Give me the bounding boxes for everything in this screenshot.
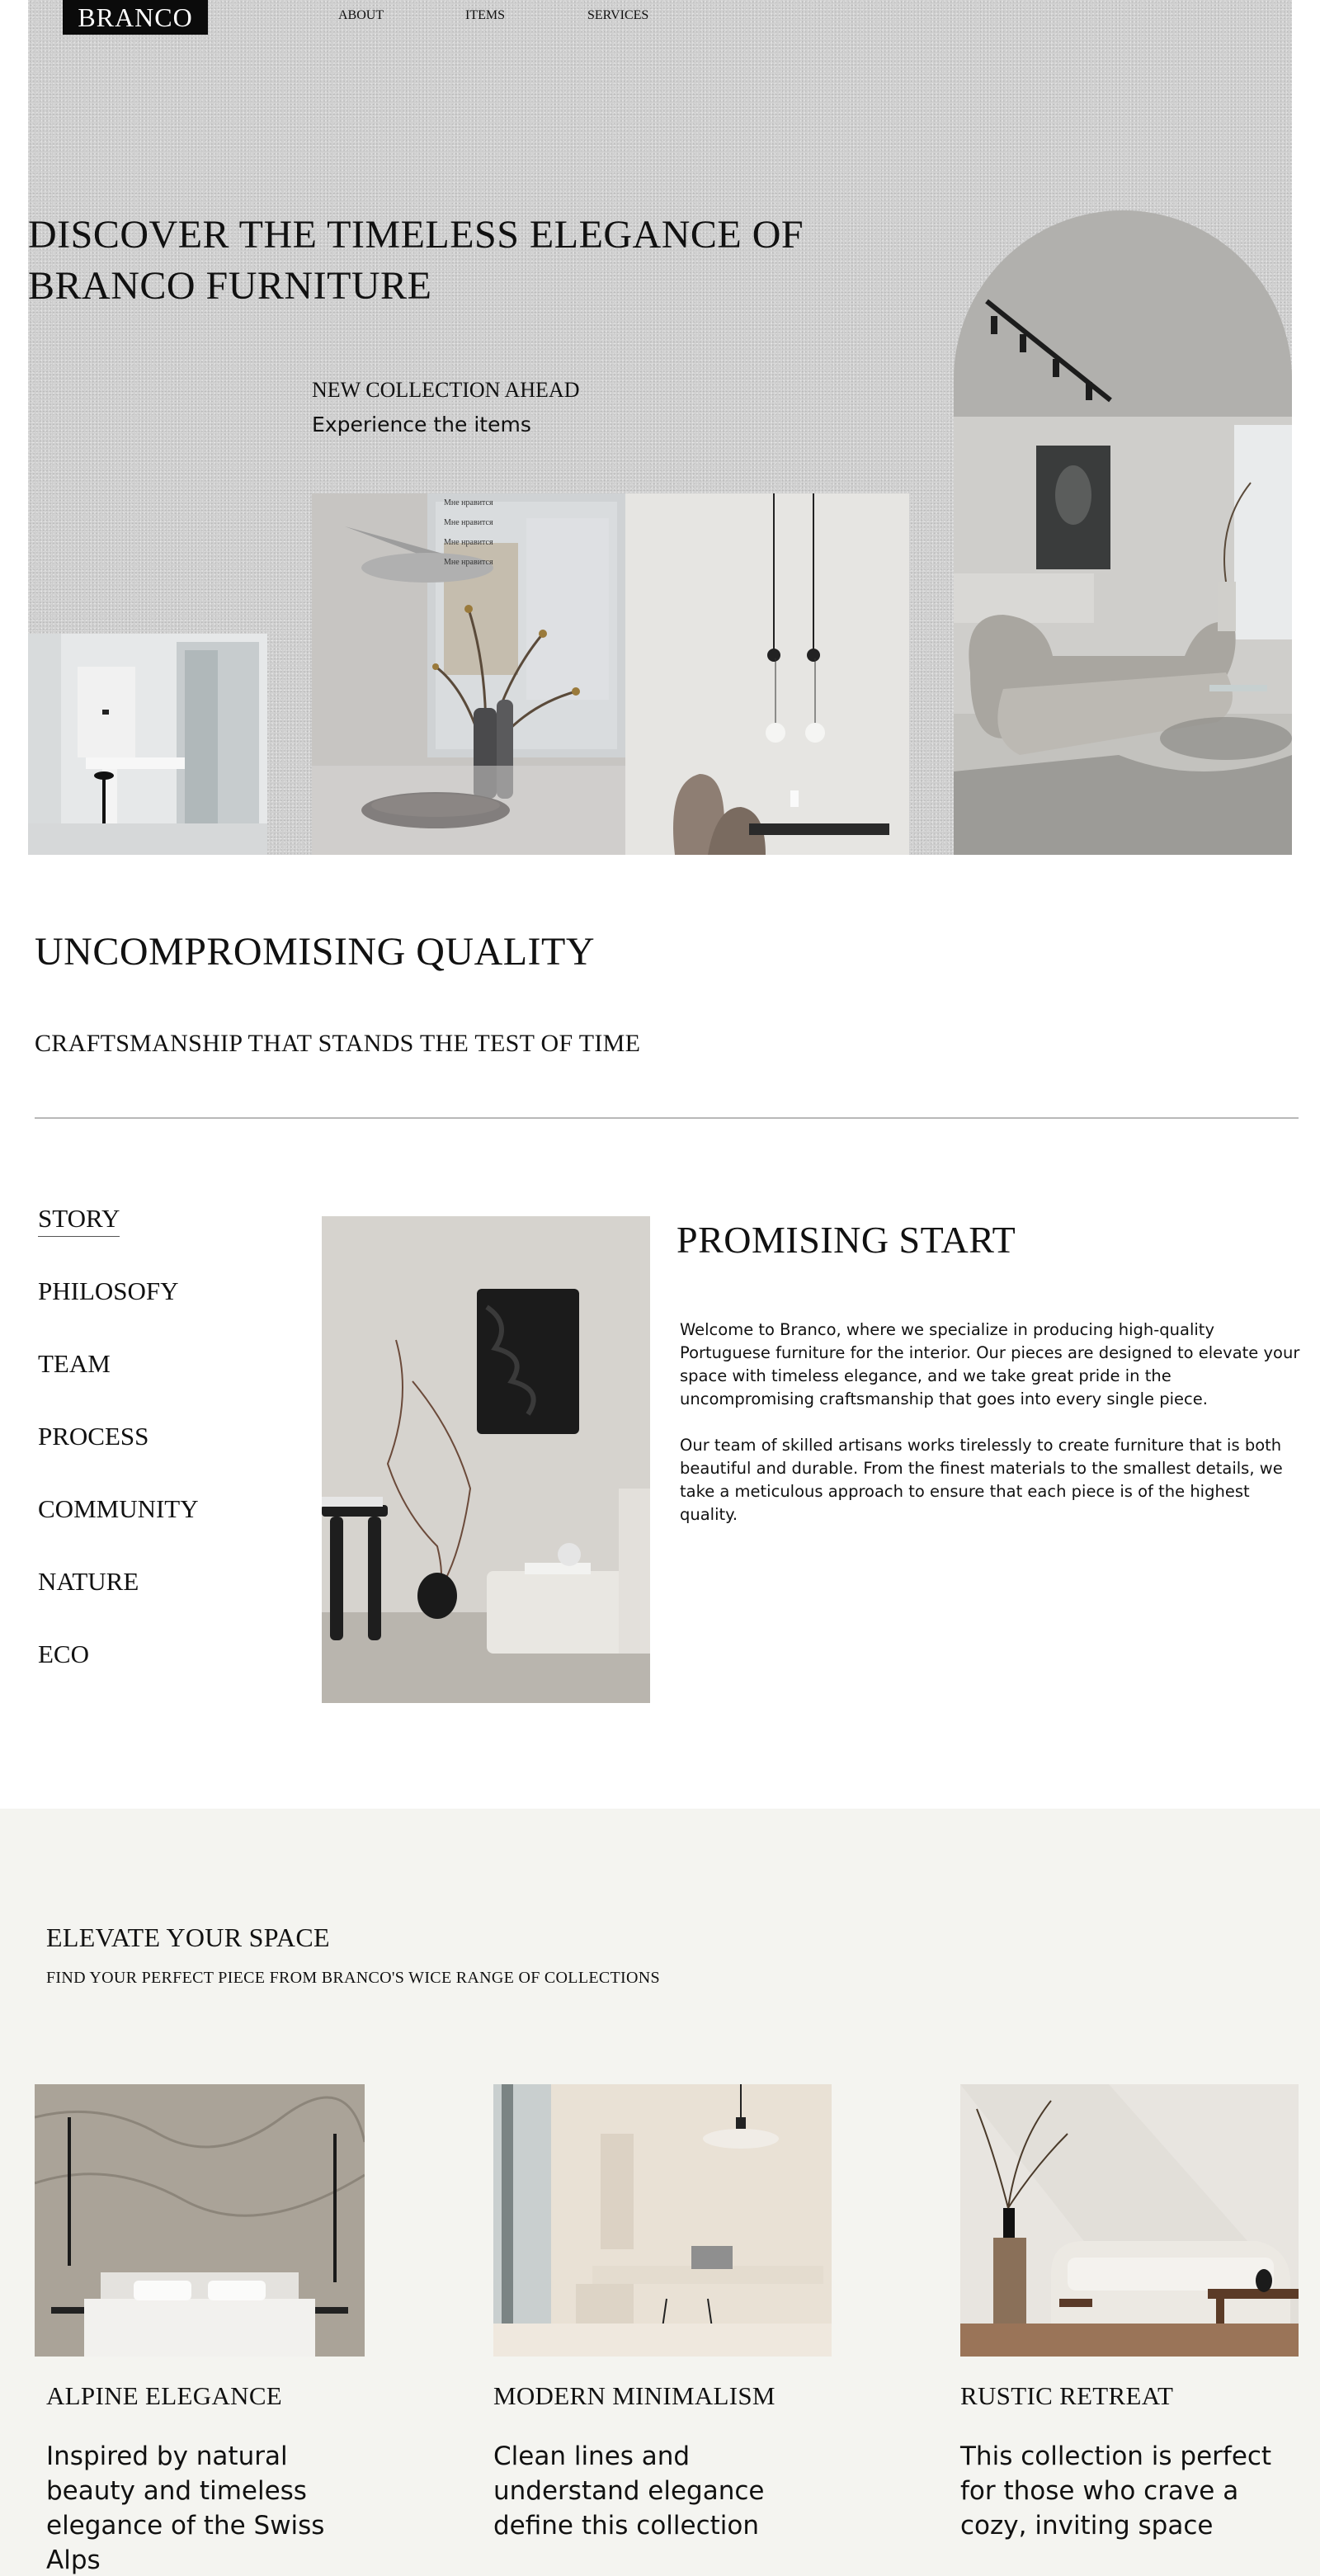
card-description-rustic: This collection is perfect for those who crave a cozy, inviting space <box>960 2442 1272 2541</box>
story-image <box>322 1216 650 1703</box>
menu-item-nature[interactable]: NATURE <box>38 1567 139 1596</box>
quality-title: UNCOMPROMISING QUALITY <box>35 930 596 974</box>
nav-about-link[interactable]: ABOUT <box>338 8 384 22</box>
menu-item-team[interactable]: TEAM <box>38 1349 111 1378</box>
quality-subtitle: CRAFTSMANSHIP THAT STANDS THE TEST OF TIME <box>35 1030 641 1057</box>
vase-image-text: Мне нравится <box>444 558 493 567</box>
alpine-elegance-image[interactable] <box>35 2084 365 2357</box>
hero-title: DISCOVER THE TIMELESS ELEGANCE OF BRANCO FURNITURE <box>28 213 804 308</box>
hero-subtitle: NEW COLLECTION AHEAD <box>312 378 580 402</box>
collections-title: ELEVATE YOUR SPACE <box>46 1923 330 1952</box>
collections-subtitle: FIND YOUR PERFECT PIECE FROM BRANCO'S WICE RANGE OF COLLECTIONS <box>46 1969 660 1987</box>
modern-minimalism-image[interactable] <box>493 2084 832 2357</box>
story-paragraph-2: Our team of skilled artisans works tirelessly to create furniture that is both beautiful and durable. From the finest materials to the smallest details, we take a meticulous approach to ensure that each piece is of the highest quality. <box>680 1436 1283 1524</box>
nav-items-link[interactable]: ITEMS <box>465 8 505 22</box>
living-room-arch-image <box>954 210 1292 855</box>
vase-interior-image <box>312 493 909 855</box>
card-title-alpine: ALPINE ELEGANCE <box>46 2381 283 2410</box>
story-menu <box>38 1203 199 1711</box>
card-title-modern: MODERN MINIMALISM <box>493 2381 776 2410</box>
collections-section <box>0 1809 1320 2576</box>
experience-items-link[interactable]: Experience the items <box>312 413 531 436</box>
menu-item-eco[interactable]: ECO <box>38 1639 89 1668</box>
brand-logo[interactable]: BRANCO <box>63 0 208 35</box>
menu-item-process[interactable]: PROCESS <box>38 1422 149 1451</box>
section-divider <box>35 1117 1299 1119</box>
story-paragraph-1: Welcome to Branco, where we specialize in producing high-quality Portuguese furniture for the interior. Our pieces are designed to elevate your space with timeless elegance, and we take great pride in the uncompromising craftsmanship that goes into every single piece. <box>680 1320 1300 1408</box>
nav-services-link[interactable]: SERVICES <box>587 8 649 22</box>
menu-item-community[interactable]: COMMUNITY <box>38 1494 199 1523</box>
vase-image-text: Мне нравится <box>444 518 493 527</box>
vase-image-text: Мне нравится <box>444 538 493 547</box>
card-description-alpine: Inspired by natural beauty and timeless elegance of the Swiss Alps <box>46 2442 325 2575</box>
card-title-rustic: RUSTIC RETREAT <box>960 2381 1174 2410</box>
kitchen-image <box>28 634 267 855</box>
menu-item-story[interactable]: STORY <box>38 1203 199 1276</box>
story-text <box>680 1319 1307 1526</box>
card-description-modern: Clean lines and understand elegance define this collection <box>493 2442 765 2541</box>
rustic-retreat-image[interactable] <box>960 2084 1299 2357</box>
story-title: PROMISING START <box>676 1219 1016 1261</box>
menu-item-philosofy[interactable]: PHILOSOFY <box>38 1276 179 1305</box>
vase-image-text: Мне нравится <box>444 498 493 507</box>
